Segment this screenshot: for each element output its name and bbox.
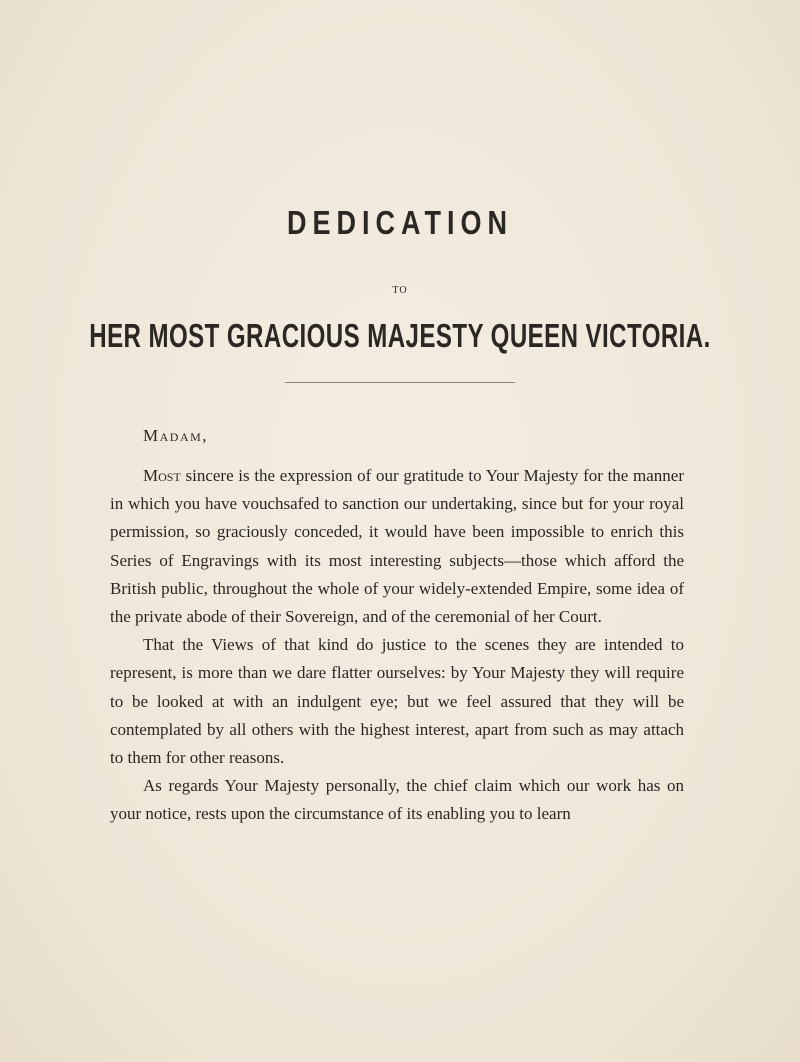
divider-rule xyxy=(285,382,515,383)
page-title: DEDICATION xyxy=(287,204,513,242)
dedicatee-heading: HER MOST GRACIOUS MAJESTY QUEEN VICTORIA. xyxy=(89,317,711,355)
paragraph-1-text: sincere is the expression of our gratitude to Your Majesty for the manner in which you have vouchsafed to sanction our undertaking, since but for your royal permission, so graciously conceded, it would have been impossible to enrich this Series of Engravings with its most interesting subjects—those which afford the British public, throughout the whole of your widely-extended Empire, some idea of the private abode of their Sovereign, and of the ceremonial of her Court. xyxy=(110,466,684,627)
dedication-body xyxy=(110,462,684,829)
to-label: TO xyxy=(392,285,408,296)
paragraph-1-lead: Most xyxy=(143,466,181,485)
paragraph-1 xyxy=(110,462,684,631)
salutation: Madam, xyxy=(143,426,209,445)
paragraph-3: As regards Your Majesty personally, the chief claim which our work has on your notice, rests upon the circumstance of its enabling you to learn xyxy=(110,776,684,824)
paragraph-2: That the Views of that kind do justice to the scenes they are intended to represent, is more than we dare flatter ourselves: by Your Majesty they will require to be looked at with an indulgent eye; but we feel assured that they will be contemplated by all others with the highest interest, apart from such as may attach to them for other reasons. xyxy=(110,635,684,768)
